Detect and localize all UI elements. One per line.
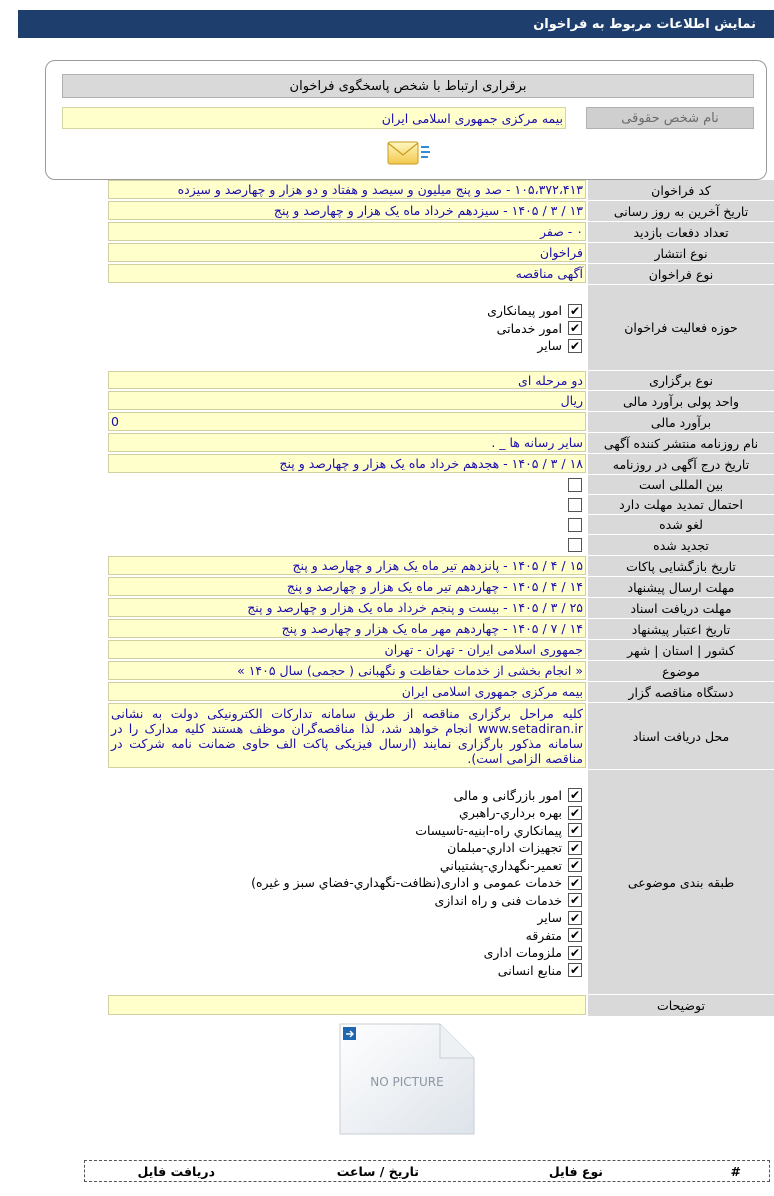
row-publish-date [108,454,774,475]
organizer-value: بیمه مرکزی جمهوری اسلامی ایران [108,682,586,701]
estimate-label: برآورد مالی [588,412,774,432]
checkbox[interactable]: ✔ [569,928,581,942]
row-category [108,770,774,995]
organizer-label: دستگاه مناقصه گزار [588,682,774,702]
category-item: ✔ تعمير-نگهداري-پشتيباني [439,857,581,873]
row-currency [108,391,774,412]
category-item: ✔ تجهيزات اداري-مبلمان [447,840,581,855]
location-value: جمهوری اسلامی ایران - تهران - تهران [108,640,586,659]
visits-value: ۰ - صفر [108,222,586,241]
doc-deadline-value: ۲۵ / ۳ / ۱۴۰۵ - بیست و پنجم خرداد ماه یک هزار و چهارصد و پنج [108,598,586,617]
category-item: ✔ امور بازرگانی و مالی [453,787,581,803]
extension-label: احتمال تمدید مهلت دارد [588,495,774,514]
envelope-icon[interactable] [386,137,432,171]
files-table-header [84,1160,770,1182]
publish-type-label: نوع انتشار [588,243,774,263]
col-download: دریافت فایل [137,1164,215,1179]
checkbox[interactable]: ✔ [569,858,581,872]
row-validity [108,619,774,640]
submit-deadline-value: ۱۴ / ۴ / ۱۴۰۵ - چهاردهم تیر ماه یک هزار و چهارصد و پنج [108,577,586,596]
row-renewed [108,535,774,556]
details-table [108,180,774,1017]
category-item: ✔ ملزومات اداری [483,945,581,960]
opening-date-label: تاریخ بازگشایی پاکات [588,556,774,576]
location-label: کشور | استان | شهر [588,640,774,660]
publish-type-value: فراخوان [108,243,586,262]
category-item: ✔ منابع انسانی [497,962,581,978]
row-last-update [108,201,774,222]
contact-title: برقراری ارتباط با شخص پاسخگوی فراخوان [62,74,754,98]
row-publish-type [108,243,774,264]
legal-person-label: نام شخص حقوقی [586,107,754,129]
category-item: ✔ بهره برداري-راهبري [459,805,581,820]
checkbox[interactable]: ✔ [569,321,581,335]
publish-date-label: تاریخ درج آگهی در روزنامه [588,454,774,474]
checkbox[interactable]: ✔ [569,805,581,820]
description-label: توضیحات [588,995,774,1016]
doc-place-value: کلیه مراحل برگزاری مناقصه از طریق سامانه تدارکات الکترونیکی دولت به نشانی www.setadiran.ir انجام خواهد شد، لذا مناقصه‌گران موظف هستند کلیه مدارک را در سامانه مذکور بارگزاری نمایند (ارسال فیزیکی پاکت الف حاوی ضمانت نامه شرکت در مناقصه الزامی است). [108,703,586,768]
international-label: بین المللی است [588,475,774,494]
checkbox[interactable]: ✔ [569,840,581,855]
col-file-type: نوع فایل [548,1164,603,1179]
contact-panel [45,60,767,180]
validity-label: تاریخ اعتبار پیشنهاد [588,619,774,639]
row-subject [108,661,774,682]
row-opening-date [108,556,774,577]
category-item: ✔ سایر [537,910,581,925]
no-picture-text: NO PICTURE [370,1075,444,1089]
holding-type-label: نوع برگزاری [588,371,774,390]
code-label: کد فراخوان [588,180,774,200]
activity-list [487,285,582,371]
col-index: # [730,1164,741,1179]
call-type-value: آگهی مناقصه [108,264,586,283]
last-update-value: ۱۳ / ۳ / ۱۴۰۵ - سیزدهم خرداد ماه یک هزار و چهارصد و پنج [108,201,586,220]
row-holding-type [108,371,774,391]
row-organizer [108,682,774,703]
row-doc-deadline [108,598,774,619]
row-international [108,475,774,495]
renewed-label: تجدید شده [588,535,774,555]
extension-checkbox[interactable] [568,498,582,512]
category-item: ✔ خدمات فنی و راه اندازی [434,892,581,908]
opening-date-value: ۱۵ / ۴ / ۱۴۰۵ - پانزدهم تیر ماه یک هزار و چهارصد و پنج [108,556,586,575]
currency-value: ریال [108,391,586,410]
checkbox[interactable]: ✔ [569,338,581,353]
currency-label: واحد پولی برآورد مالی [588,391,774,411]
row-activity [108,285,774,371]
doc-place-label: محل دریافت اسناد [588,703,774,769]
category-list [251,770,582,995]
row-doc-place [108,703,774,770]
checkbox[interactable]: ✔ [569,788,581,802]
row-visits [108,222,774,243]
checkbox[interactable]: ✔ [569,910,581,925]
category-label: طبقه بندی موضوعی [588,770,774,994]
last-update-label: تاریخ آخرین به روز رسانی [588,201,774,221]
legal-person-value: بیمه مرکزی جمهوری اسلامی ایران [62,107,566,129]
checkbox[interactable]: ✔ [569,945,581,960]
legal-person-row [62,107,754,129]
row-submit-deadline [108,577,774,598]
category-item: ✔ پيمانكاري راه-ابنيه-تاسيسات [415,822,581,838]
submit-deadline-label: مهلت ارسال پیشنهاد [588,577,774,597]
validity-value: ۱۴ / ۷ / ۱۴۰۵ - چهاردهم مهر ماه یک هزار و چهارصد و پنج [108,619,586,638]
holding-type-value: دو مرحله ای [108,371,586,389]
row-newspaper [108,433,774,454]
activity-item: ✔ سایر [537,338,581,353]
row-extension [108,495,774,515]
page-header [18,10,774,38]
code-value: ۱۰۵،۳۷۲،۴۱۳ - صد و پنج میلیون و سیصد و هفتاد و دو هزار و چهارصد و سیزده [108,180,586,199]
international-checkbox[interactable] [568,478,582,492]
newspaper-label: نام روزنامه منتشر کننده آگهی [588,433,774,453]
activity-label: حوزه فعالیت فراخوان [588,285,774,370]
row-estimate [108,412,774,433]
row-description [108,995,774,1017]
estimate-value: 0 [108,412,586,431]
activity-item: ✔ امور پیمانکاری [487,303,581,318]
row-code [108,180,774,201]
cancelled-label: لغو شده [588,515,774,534]
renewed-checkbox[interactable] [568,538,582,552]
page-title: نمایش اطلاعات مربوط به فراخوان [533,16,756,32]
description-value [108,995,586,1015]
doc-deadline-label: مهلت دریافت اسناد [588,598,774,618]
checkbox[interactable]: ✔ [569,893,581,907]
call-type-label: نوع فراخوان [588,264,774,284]
row-call-type [108,264,774,285]
category-item: ✔ متفرقه [525,927,581,943]
activity-item: ✔ امور خدماتی [496,320,581,336]
publish-date-value: ۱۸ / ۳ / ۱۴۰۵ - هجدهم خرداد ماه یک هزار و چهارصد و پنج [108,454,586,473]
no-picture-image [336,1020,478,1138]
checkbox[interactable]: ✔ [569,303,581,318]
subject-label: موضوع [588,661,774,681]
newspaper-value: سایر رسانه ها _ . [108,433,586,452]
row-cancelled [108,515,774,535]
checkbox[interactable]: ✔ [569,963,581,977]
visits-label: تعداد دفعات بازدید [588,222,774,242]
checkbox[interactable]: ✔ [569,875,581,890]
checkbox[interactable]: ✔ [569,823,581,837]
col-date-time: تاریخ / ساعت [336,1164,419,1179]
subject-value: « انجام بخشی از خدمات حفاظت و نگهبانی ( حجمی) سال ۱۴۰۵ » [108,661,586,680]
category-item: ✔ خدمات عمومی و اداری(نظافت-نگهداري-فضاي سبز و غيره) [251,875,581,890]
cancelled-checkbox[interactable] [568,518,582,532]
row-location [108,640,774,661]
